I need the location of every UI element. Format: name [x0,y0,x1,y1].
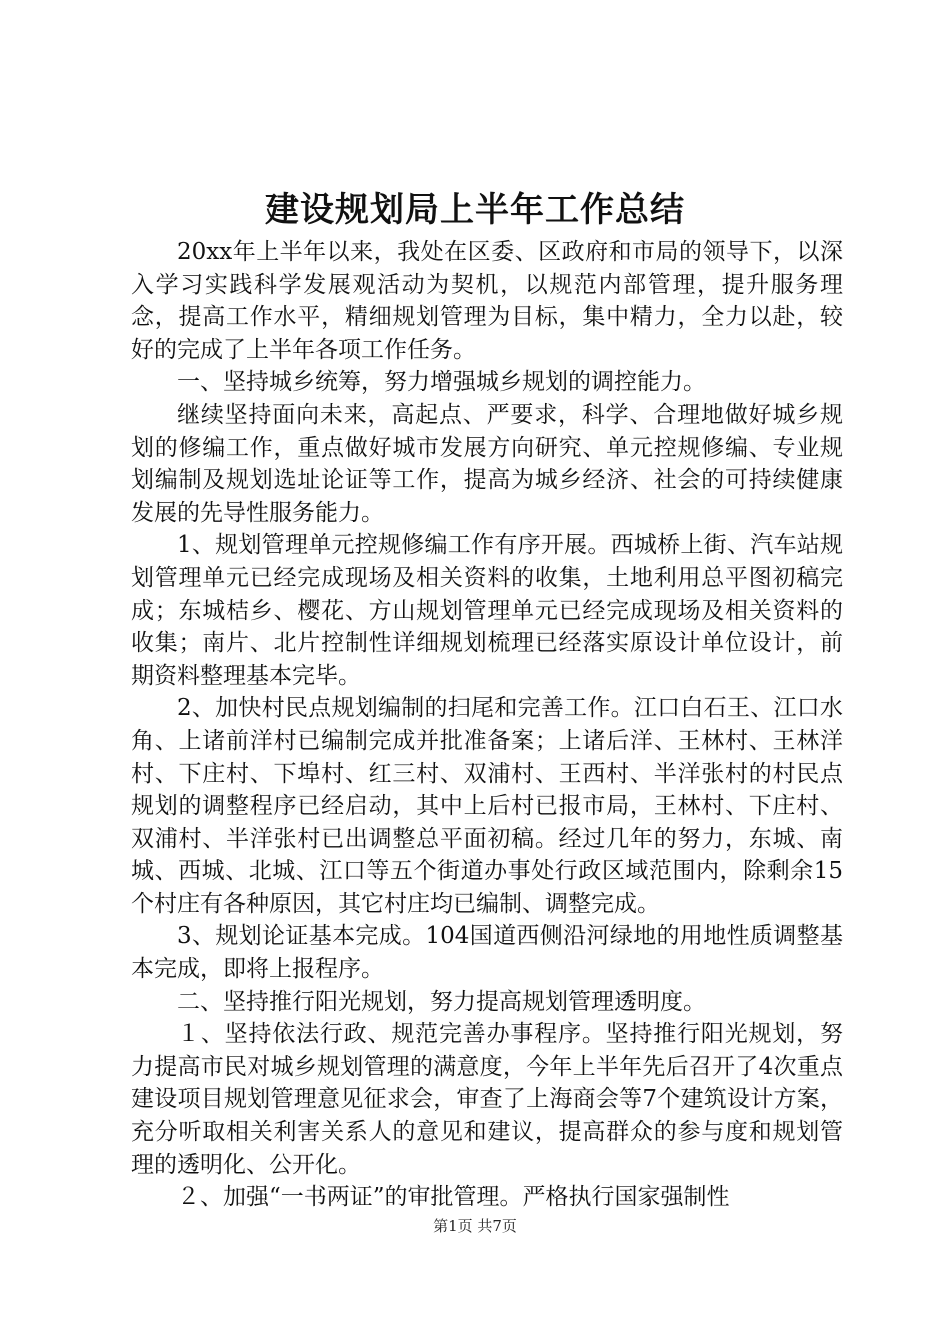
paragraph-section-1-summary: 继续坚持面向未来，高起点、严要求，科学、合理地做好城乡规划的修编工作，重点做好城市发展方向研究、单元控规修编、专业规划编制及规划选址论证等工作，提高为城乡经济、社会的可持续健康发展的先导性服务能力。 [131,401,843,526]
paragraph-item-1-1: 1、规划管理单元控规修编工作有序开展。西城桥上街、汽车站规划管理单元已经完成现场及相关资料的收集，土地利用总平图初稿完成；东城桔乡、樱花、方山规划管理单元已经完成现场及相关资料的收集；南片、北片控制性详细规划梳理已经落实原设计单位设计，前期资料整理基本完毕。 [131,532,843,689]
section-heading-1: 一、坚持城乡统筹，努力增强城乡规划的调控能力。 [177,369,706,396]
document-title: 建设规划局上半年工作总结 [265,190,685,230]
section-heading-2: 二、坚持推行阳光规划，努力提高规划管理透明度。 [177,988,706,1015]
paragraph-item-2-1: １、坚持依法行政、规范完善办事程序。坚持推行阳光规划，努力提高市民对城乡规划管理的满意度，今年上半年先后召开了4次重点建设项目规划管理意见征求会，审查了上海商会等7个建筑设计方案，充分听取相关利害关系人的意见和建议，提高群众的参与度和规划管理的透明化、公开化。 [131,1021,843,1178]
paragraph-item-1-2: 2、加快村民点规划编制的扫尾和完善工作。江口白石王、江口水角、上诸前洋村已编制完成并批准备案；上诸后洋、王林村、王林洋村、下庄村、下埠村、红三村、双浦村、王西村、半洋张村的村民点规划的调整程序已经启动，其中上后村已报市局，王林村、下庄村、双浦村、半洋张村已出调整总平面初稿。经过几年的努力，东城、南城、西城、北城、江口等五个街道办事处行政区域范围内，除剩余15个村庄有各种原因，其它村庄均已编制、调整完成。 [131,695,843,917]
paragraph-intro: 20xx年上半年以来，我处在区委、区政府和市局的领导下，以深入学习实践科学发展观活动为契机，以规范内部管理，提升服务理念，提高工作水平，精细规划管理为目标，集中精力，全力以赴，较好的完成了上半年各项工作任务。 [131,239,843,363]
document-body [131,236,843,1214]
paragraph-item-2-2: ２、加强“一书两证”的审批管理。严格执行国家强制性 [177,1184,730,1211]
paragraph-item-1-3: 3、规划论证基本完成。104国道西侧沿河绿地的用地性质调整基本完成，即将上报程序。 [131,923,843,983]
page-footer: 第1页 共7页 [433,1217,517,1235]
